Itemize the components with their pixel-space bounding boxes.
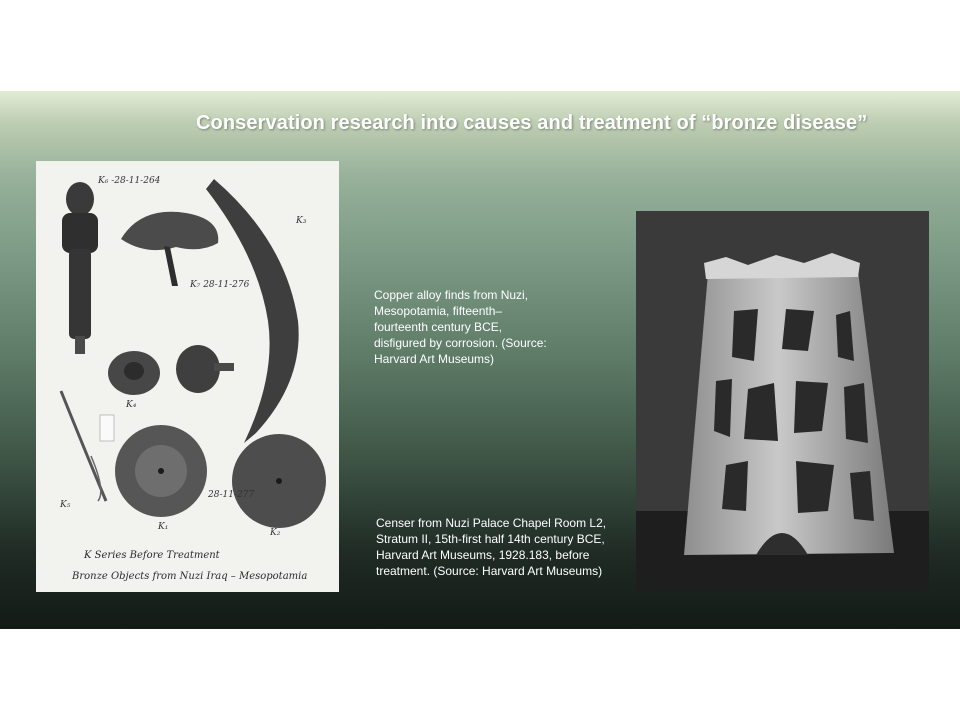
disk-object-k2 (232, 434, 326, 528)
disk-object-k1 (115, 425, 207, 517)
label-k7: K₇ 28-11-276 (190, 280, 250, 290)
label-k1: K₁ (158, 522, 169, 532)
caption-copper-finds: Copper alloy finds from Nuzi, Mesopotamia, fifteenth– fourteenth century BCE, disfigured by corrosion. (Source: Harvard Art Museums) (374, 288, 547, 366)
censer-photo (636, 211, 929, 591)
label-k2: K₂ (270, 528, 281, 538)
label-k5: K₅ (60, 500, 71, 510)
caption-censer: Censer from Nuzi Palace Chapel Room L2, Stratum II, 15th-first half 14th century BCE, Harvard Art Museums, 1928.183, before treatment. (Source: Harvard Art Museums) (376, 516, 607, 578)
label-k3: K₃ (296, 216, 307, 226)
slide-title: Conservation research into causes and treatment of “bronze disease” (196, 112, 868, 134)
label-k2-number: 28-11-277 (208, 490, 255, 500)
footer-handwriting-2: Bronze Objects from Nuzi Iraq – Mesopotamia (72, 571, 308, 582)
label-k6: K₆ -28-11-264 (98, 176, 161, 186)
copper-finds-photo (36, 161, 339, 592)
footer-handwriting-1: K Series Before Treatment (84, 550, 220, 561)
disk-object-k4 (108, 351, 160, 395)
label-k4: K₄ (126, 400, 137, 410)
